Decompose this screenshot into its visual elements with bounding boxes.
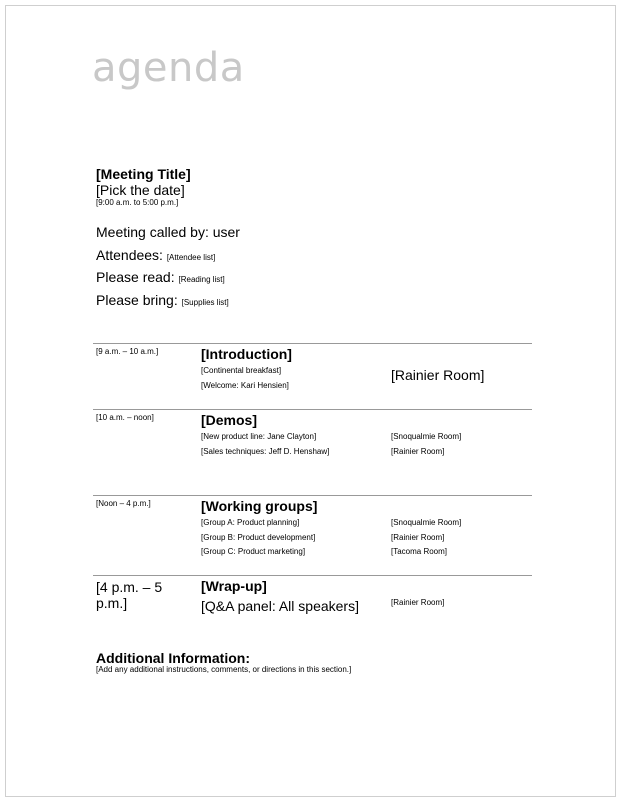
section-item[interactable]: [Sales techniques: Jeff D. Henshaw] — [201, 447, 330, 456]
section-room[interactable]: [Rainier Room] — [391, 533, 445, 542]
section-time[interactable]: [9 a.m. – 10 a.m.] — [96, 347, 159, 356]
section-item[interactable]: [Group B: Product development] — [201, 533, 316, 542]
section-time[interactable]: [10 a.m. – noon] — [96, 413, 154, 422]
additional-info-text[interactable]: [Add any additional instructions, comments, or directions in this section.] — [96, 665, 352, 674]
section-item[interactable]: [Group C: Product marketing] — [201, 547, 306, 556]
called-by-value[interactable]: user — [212, 224, 240, 240]
section-room[interactable]: [Rainier Room] — [391, 598, 445, 607]
section-title[interactable]: [Wrap-up] — [201, 578, 267, 594]
section-room[interactable]: [Rainier Room] — [391, 367, 485, 383]
supplies-line — [96, 292, 229, 308]
attendees-label: Attendees: — [96, 247, 163, 263]
section-room[interactable]: [Tacoma Room] — [391, 547, 448, 556]
agenda-heading: agenda — [92, 45, 245, 91]
called-by-label: Meeting called by: — [96, 224, 209, 240]
attendees-line — [96, 247, 215, 263]
called-by-line — [96, 224, 240, 240]
section-title[interactable]: [Introduction] — [201, 346, 292, 362]
additional-info-title: Additional Information: — [96, 650, 250, 666]
section-item[interactable]: [Q&A panel: All speakers] — [201, 598, 359, 614]
section-divider — [93, 343, 532, 344]
section-item[interactable]: [Group A: Product planning] — [201, 518, 300, 527]
section-divider — [93, 409, 532, 410]
meeting-time[interactable]: [9:00 a.m. to 5:00 p.m.] — [96, 198, 179, 207]
section-divider — [93, 495, 532, 496]
reading-line — [96, 269, 225, 285]
reading-value[interactable]: [Reading list] — [178, 275, 225, 284]
section-time-line: [4 p.m. – 5 — [96, 579, 163, 595]
meeting-date[interactable]: [Pick the date] — [96, 182, 185, 198]
section-time[interactable] — [96, 579, 162, 611]
attendees-value[interactable]: [Attendee list] — [166, 253, 216, 262]
section-item[interactable]: [Welcome: Kari Hensien] — [201, 381, 289, 390]
section-room[interactable]: [Snoqualmie Room] — [391, 432, 462, 441]
section-item[interactable]: [New product line: Jane Clayton] — [201, 432, 317, 441]
supplies-value[interactable]: [Supplies list] — [181, 298, 229, 307]
section-title[interactable]: [Working groups] — [201, 498, 318, 514]
section-room[interactable]: [Snoqualmie Room] — [391, 518, 462, 527]
section-title[interactable]: [Demos] — [201, 412, 258, 428]
section-divider — [93, 575, 532, 576]
reading-label: Please read: — [96, 269, 175, 285]
supplies-label: Please bring: — [96, 292, 178, 308]
section-time-line: p.m.] — [96, 595, 128, 611]
section-time[interactable]: [Noon – 4 p.m.] — [96, 499, 151, 508]
section-room[interactable]: [Rainier Room] — [391, 447, 445, 456]
meeting-title[interactable]: [Meeting Title] — [96, 166, 191, 182]
section-item[interactable]: [Continental breakfast] — [201, 366, 282, 375]
document-page — [5, 5, 616, 797]
